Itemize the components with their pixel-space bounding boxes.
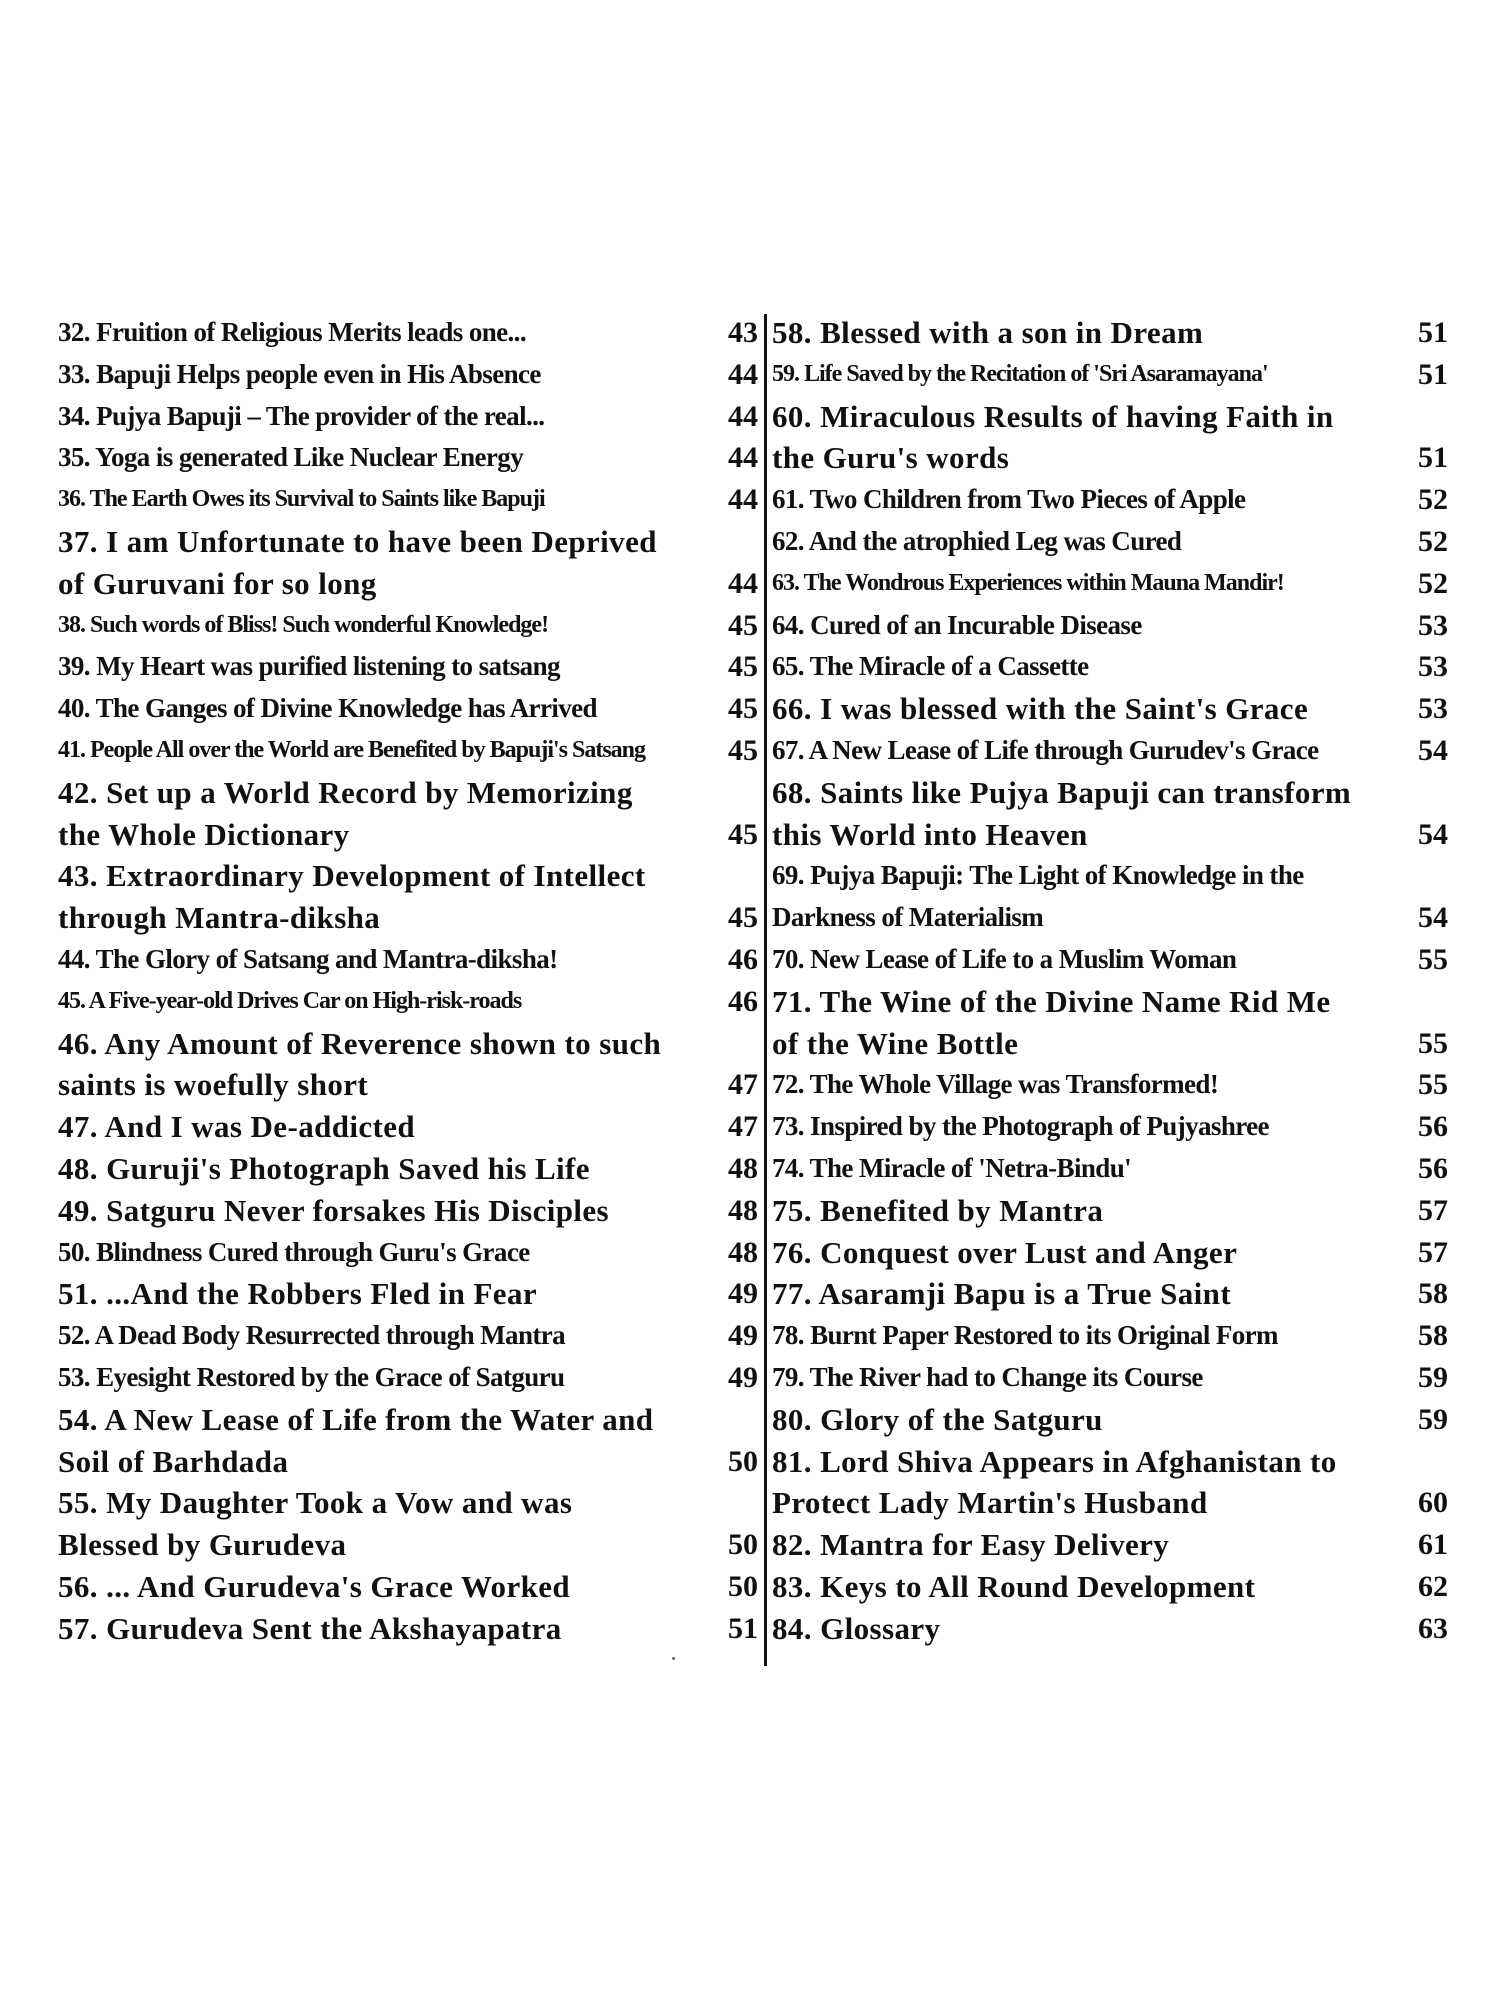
toc-entry xyxy=(58,1315,758,1357)
toc-entry-title: 74. The Miracle of 'Netra-Bindu' xyxy=(772,1152,1132,1183)
toc-entry-title: 59. Life Saved by the Recitation of 'Sri Asaramayana' xyxy=(772,360,1268,387)
toc-entry-title: the Guru's words xyxy=(772,440,1010,476)
toc-entry-page-number: 47 xyxy=(728,1110,758,1144)
toc-entry xyxy=(772,646,1452,688)
toc-entry-line xyxy=(58,312,758,354)
toc-entry-page-number: 53 xyxy=(1418,608,1448,642)
toc-entry-page-number: 51 xyxy=(1418,441,1448,475)
toc-entry-line xyxy=(58,730,758,772)
toc-entry-page-number: 54 xyxy=(1418,817,1448,851)
toc-entry-page-number: 45 xyxy=(728,817,758,851)
toc-entry xyxy=(58,855,758,939)
toc-entry-line xyxy=(58,1441,758,1483)
toc-entry-line xyxy=(58,605,758,647)
toc-entry-title: 36. The Earth Owes its Survival to Saints like Bapuji xyxy=(58,486,545,513)
toc-entry-page-number: 48 xyxy=(728,1151,758,1185)
toc-entry xyxy=(772,939,1452,981)
toc-entry-line xyxy=(772,354,1452,396)
toc-entry-page-number: 60 xyxy=(1418,1486,1448,1520)
toc-entry-line xyxy=(772,981,1452,1023)
toc-entry-title: 64. Cured of an Incurable Disease xyxy=(772,609,1142,640)
toc-entry-line xyxy=(58,479,758,521)
toc-entry-title: 73. Inspired by the Photograph of Pujyashree xyxy=(772,1111,1269,1142)
toc-entry-page-number: 57 xyxy=(1418,1235,1448,1269)
toc-entry xyxy=(772,354,1452,396)
toc-entry xyxy=(772,1190,1452,1232)
toc-entry-title: 37. I am Unfortunate to have been Deprived xyxy=(58,523,657,559)
toc-entry xyxy=(58,605,758,647)
toc-entry-line xyxy=(772,688,1452,730)
toc-entry-line xyxy=(772,437,1452,479)
toc-entry-title: 34. Pujya Bapuji – The provider of the real... xyxy=(58,400,545,431)
toc-entry xyxy=(772,1399,1452,1441)
toc-entry-title: 43. Extraordinary Development of Intellect xyxy=(58,858,646,894)
toc-entry-line xyxy=(58,1608,758,1650)
toc-entry-title: 83. Keys to All Round Development xyxy=(772,1568,1256,1604)
toc-entry-line xyxy=(772,563,1452,605)
toc-entry-line xyxy=(772,1064,1452,1106)
toc-entry-title: 65. The Miracle of a Cassette xyxy=(772,651,1089,682)
toc-entry-page-number: 49 xyxy=(728,1277,758,1311)
toc-entry-line xyxy=(772,646,1452,688)
toc-entry-title: 53. Eyesight Restored by the Grace of Satguru xyxy=(58,1361,565,1392)
toc-entry-line xyxy=(772,1190,1452,1232)
toc-entry xyxy=(58,521,758,605)
toc-entry-title: 50. Blindness Cured through Guru's Grace xyxy=(58,1236,530,1267)
toc-entry-line xyxy=(58,1273,758,1315)
toc-entry-title: 84. Glossary xyxy=(772,1610,941,1646)
toc-entry-line xyxy=(772,1232,1452,1274)
toc-entry-title: 51. ...And the Robbers Fled in Fear xyxy=(58,1276,537,1312)
toc-entry-title: of Guruvani for so long xyxy=(58,565,377,601)
toc-entry xyxy=(772,1315,1452,1357)
toc-entry-title: 54. A New Lease of Life from the Water and xyxy=(58,1401,654,1437)
toc-entry-line xyxy=(58,563,758,605)
toc-entry-page-number: 55 xyxy=(1418,1026,1448,1060)
toc-entry xyxy=(58,1357,758,1399)
toc-entry xyxy=(58,1023,758,1107)
toc-entry-title: 67. A New Lease of Life through Gurudev's Grace xyxy=(772,734,1319,765)
toc-entry-line xyxy=(772,1482,1452,1524)
toc-entry-page-number: 46 xyxy=(728,942,758,976)
toc-entry-page-number: 44 xyxy=(728,357,758,391)
toc-entry-title: 57. Gurudeva Sent the Akshayapatra xyxy=(58,1610,562,1646)
toc-entry-page-number: 51 xyxy=(1418,357,1448,391)
toc-entry-page-number: 52 xyxy=(1418,566,1448,600)
toc-entry-line xyxy=(58,897,758,939)
toc-entry-line xyxy=(58,521,758,563)
toc-entry-page-number: 47 xyxy=(728,1068,758,1102)
toc-entry-title: 58. Blessed with a son in Dream xyxy=(772,315,1204,350)
toc-entry xyxy=(772,772,1452,856)
toc-entry-line xyxy=(58,1190,758,1232)
toc-entry-title: 80. Glory of the Satguru xyxy=(772,1401,1103,1437)
toc-entry-title: 72. The Whole Village was Transformed! xyxy=(772,1069,1219,1100)
toc-entry xyxy=(58,1566,758,1608)
toc-entry-line xyxy=(772,479,1452,521)
toc-entry-page-number: 44 xyxy=(728,483,758,517)
toc-entry-title: 77. Asaramji Bapu is a True Saint xyxy=(772,1276,1232,1312)
toc-entry xyxy=(772,1566,1452,1608)
toc-entry xyxy=(58,1399,758,1483)
toc-entry-page-number: 56 xyxy=(1418,1151,1448,1185)
toc-entry xyxy=(58,1232,758,1274)
toc-entry-title: of the Wine Bottle xyxy=(772,1025,1019,1061)
toc-entry-line xyxy=(772,730,1452,772)
toc-entry-page-number: 51 xyxy=(1418,316,1448,349)
toc-entry-line xyxy=(58,1232,758,1274)
toc-entry-page-number: 50 xyxy=(728,1528,758,1562)
toc-entry-title: through Mantra-diksha xyxy=(58,900,381,936)
toc-entry xyxy=(772,855,1452,939)
toc-entry-title: Blessed by Gurudeva xyxy=(58,1527,347,1563)
toc-entry-page-number: 59 xyxy=(1418,1360,1448,1394)
toc-entry-title: 38. Such words of Bliss! Such wonderful Knowledge! xyxy=(58,611,549,638)
toc-entry-page-number: 49 xyxy=(728,1360,758,1394)
toc-entry-page-number: 46 xyxy=(728,984,758,1018)
toc-entry-page-number: 45 xyxy=(728,650,758,684)
toc-entry-line xyxy=(772,605,1452,647)
toc-entry-line xyxy=(58,646,758,688)
toc-entry-page-number: 55 xyxy=(1418,942,1448,976)
toc-entry-line xyxy=(58,1023,758,1065)
toc-entry-line xyxy=(772,1524,1452,1566)
toc-entry-line xyxy=(58,1148,758,1190)
toc-entry-title: the Whole Dictionary xyxy=(58,816,350,852)
toc-entry-page-number: 43 xyxy=(728,316,758,349)
toc-entry xyxy=(58,396,758,438)
toc-entry xyxy=(772,521,1452,563)
toc-entry xyxy=(772,1524,1452,1566)
toc-entry-title: Protect Lady Martin's Husband xyxy=(772,1485,1208,1521)
toc-entry-line xyxy=(772,1315,1452,1357)
toc-entry-title: 75. Benefited by Mantra xyxy=(772,1192,1104,1228)
toc-entry-title: 79. The River had to Change its Course xyxy=(772,1361,1203,1392)
column-divider xyxy=(764,314,767,1666)
toc-entry-title: 49. Satguru Never forsakes His Disciples xyxy=(58,1192,610,1228)
toc-entry-page-number: 45 xyxy=(728,733,758,767)
toc-entry-line xyxy=(58,1106,758,1148)
toc-entry-page-number: 50 xyxy=(728,1444,758,1478)
toc-entry-page-number: 48 xyxy=(728,1235,758,1269)
toc-entry xyxy=(58,437,758,479)
toc-entry-page-number: 50 xyxy=(728,1569,758,1603)
toc-entry-page-number: 45 xyxy=(728,901,758,935)
toc-entry xyxy=(772,981,1452,1065)
toc-entry-page-number: 59 xyxy=(1418,1402,1448,1436)
toc-entry-title: 69. Pujya Bapuji: The Light of Knowledge in the xyxy=(772,860,1304,891)
toc-entry-page-number: 54 xyxy=(1418,733,1448,767)
toc-entry-line xyxy=(772,1441,1452,1483)
toc-entry-page-number: 62 xyxy=(1418,1569,1448,1603)
toc-entry-title: 61. Two Children from Two Pieces of Apple xyxy=(772,484,1246,515)
toc-entry-page-number: 49 xyxy=(728,1319,758,1353)
toc-entry-page-number: 58 xyxy=(1418,1319,1448,1353)
toc-entry-line xyxy=(58,1064,758,1106)
toc-entry-title: 62. And the atrophied Leg was Cured xyxy=(772,525,1182,556)
toc-entry-title: this World into Heaven xyxy=(772,816,1088,852)
toc-entry-page-number: 61 xyxy=(1418,1528,1448,1562)
toc-entry-line xyxy=(772,1148,1452,1190)
toc-entry xyxy=(58,939,758,981)
toc-entry xyxy=(58,1148,758,1190)
toc-entry-title: 32. Fruition of Religious Merits leads one... xyxy=(58,317,526,347)
toc-entry-line xyxy=(58,1566,758,1608)
toc-entry-title: 40. The Ganges of Divine Knowledge has Arrived xyxy=(58,693,597,724)
toc-entry-line xyxy=(772,1399,1452,1441)
toc-entry-page-number: 53 xyxy=(1418,650,1448,684)
toc-entry-title: 56. ... And Gurudeva's Grace Worked xyxy=(58,1568,571,1604)
toc-entry-line xyxy=(58,772,758,814)
toc-entry xyxy=(58,981,758,1023)
toc-entry-page-number: 48 xyxy=(728,1193,758,1227)
toc-entry-title: 48. Guruji's Photograph Saved his Life xyxy=(58,1150,590,1186)
toc-entry xyxy=(772,479,1452,521)
toc-entry-title: 46. Any Amount of Reverence shown to such xyxy=(58,1025,662,1061)
toc-entry-line xyxy=(772,1608,1452,1650)
toc-entry-title: 45. A Five-year-old Drives Car on High-risk-roads xyxy=(58,987,522,1014)
toc-entry-line xyxy=(772,855,1452,897)
toc-entry-title: 35. Yoga is generated Like Nuclear Energy xyxy=(58,442,524,473)
toc-entry-page-number: 58 xyxy=(1418,1277,1448,1311)
toc-entry-page-number: 45 xyxy=(728,692,758,726)
toc-entry-page-number: 44 xyxy=(728,566,758,600)
toc-entry-line xyxy=(772,772,1452,814)
toc-entry-page-number: 52 xyxy=(1418,483,1448,517)
toc-entry xyxy=(58,646,758,688)
toc-entry xyxy=(772,1441,1452,1525)
toc-entry-line xyxy=(58,1399,758,1441)
toc-entry-title: 55. My Daughter Took a Vow and was xyxy=(58,1485,573,1521)
toc-entry xyxy=(772,605,1452,647)
toc-entry-line xyxy=(58,1524,758,1566)
toc-entry-line xyxy=(58,1357,758,1399)
toc-entry xyxy=(58,1273,758,1315)
toc-entry-title: 70. New Lease of Life to a Muslim Woman xyxy=(772,943,1237,974)
toc-entry-page-number: 56 xyxy=(1418,1110,1448,1144)
toc-entry xyxy=(772,563,1452,605)
toc-entry-title: 33. Bapuji Helps people even in His Absence xyxy=(58,358,541,389)
toc-entry-title: 42. Set up a World Record by Memorizing xyxy=(58,774,633,810)
toc-entry-line xyxy=(58,1315,758,1357)
toc-entry-line xyxy=(772,312,1452,354)
toc-entry xyxy=(58,730,758,772)
toc-entry xyxy=(58,772,758,856)
toc-entry-line xyxy=(772,1106,1452,1148)
toc-entry-title: 47. And I was De-addicted xyxy=(58,1109,416,1145)
toc-entry xyxy=(772,1106,1452,1148)
toc-entry-line xyxy=(772,939,1452,981)
toc-entry-title: 44. The Glory of Satsang and Mantra-diksha! xyxy=(58,943,558,974)
toc-entry-line xyxy=(772,897,1452,939)
toc-entry xyxy=(772,730,1452,772)
toc-entry xyxy=(772,1357,1452,1399)
toc-entry-title: saints is woefully short xyxy=(58,1067,369,1103)
toc-entry-line xyxy=(772,1566,1452,1608)
toc-entry-page-number: 45 xyxy=(728,608,758,642)
toc-entry xyxy=(58,1106,758,1148)
toc-entry-line xyxy=(58,814,758,856)
toc-entry-line xyxy=(772,1023,1452,1065)
toc-entry xyxy=(772,1064,1452,1106)
toc-entry-page-number: 44 xyxy=(728,441,758,475)
toc-entry-line xyxy=(58,437,758,479)
toc-column-right xyxy=(772,312,1452,1650)
toc-entry-title: 63. The Wondrous Experiences within Mauna Mandir! xyxy=(772,569,1284,596)
toc-entry-line xyxy=(58,939,758,981)
toc-entry-title: 60. Miraculous Results of having Faith in xyxy=(772,398,1334,434)
toc-entry-title: 41. People All over the World are Benefited by Bapuji's Satsang xyxy=(58,736,646,763)
toc-entry-page-number: 53 xyxy=(1418,692,1448,726)
toc-entry-title: 81. Lord Shiva Appears in Afghanistan to xyxy=(772,1443,1337,1479)
toc-entry-title: 68. Saints like Pujya Bapuji can transform xyxy=(772,774,1352,810)
toc-entry-title: 66. I was blessed with the Saint's Grace xyxy=(772,691,1309,727)
toc-entry xyxy=(772,312,1452,354)
toc-entry-line xyxy=(772,1357,1452,1399)
toc-entry xyxy=(58,354,758,396)
toc-entry-title: 71. The Wine of the Divine Name Rid Me xyxy=(772,983,1331,1019)
toc-entry-title: Darkness of Materialism xyxy=(772,902,1044,933)
toc-entry-line xyxy=(58,688,758,730)
toc-entry-page-number: 55 xyxy=(1418,1068,1448,1102)
toc-entry-line xyxy=(772,814,1452,856)
toc-entry-title: 52. A Dead Body Resurrected through Mantra xyxy=(58,1320,566,1351)
toc-entry-line xyxy=(58,855,758,897)
toc-entry xyxy=(772,396,1452,480)
toc-entry-page-number: 54 xyxy=(1418,901,1448,935)
toc-entry-page-number: 52 xyxy=(1418,524,1448,558)
toc-entry-line xyxy=(772,1273,1452,1315)
toc-entry-page-number: 63 xyxy=(1418,1611,1448,1645)
toc-entry xyxy=(58,688,758,730)
toc-entry-page-number: 44 xyxy=(728,399,758,433)
toc-entry-title: 82. Mantra for Easy Delivery xyxy=(772,1527,1170,1563)
toc-entry-line xyxy=(772,396,1452,438)
toc-entry-line xyxy=(58,981,758,1023)
toc-entry-line xyxy=(58,396,758,438)
toc-entry xyxy=(58,1608,758,1650)
toc-entry-title: Soil of Barhdada xyxy=(58,1443,289,1479)
toc-entry xyxy=(58,1482,758,1566)
toc-entry-line xyxy=(58,354,758,396)
toc-entry-title: 78. Burnt Paper Restored to its Original Form xyxy=(772,1320,1278,1351)
toc-column-left xyxy=(58,312,758,1650)
toc-entry-title: 39. My Heart was purified listening to satsang xyxy=(58,651,560,682)
toc-entry xyxy=(58,312,758,354)
toc-entry-page-number: 51 xyxy=(728,1611,758,1645)
toc-entry-line xyxy=(58,1482,758,1524)
toc-entry xyxy=(772,1608,1452,1650)
toc-entry-page-number: 57 xyxy=(1418,1193,1448,1227)
toc-entry xyxy=(58,1190,758,1232)
toc-entry-title: 76. Conquest over Lust and Anger xyxy=(772,1234,1238,1270)
print-speck xyxy=(672,1657,675,1660)
toc-entry xyxy=(772,1148,1452,1190)
toc-entry xyxy=(58,479,758,521)
toc-entry xyxy=(772,1273,1452,1315)
toc-entry xyxy=(772,1232,1452,1274)
toc-entry-line xyxy=(772,521,1452,563)
toc-entry xyxy=(772,688,1452,730)
